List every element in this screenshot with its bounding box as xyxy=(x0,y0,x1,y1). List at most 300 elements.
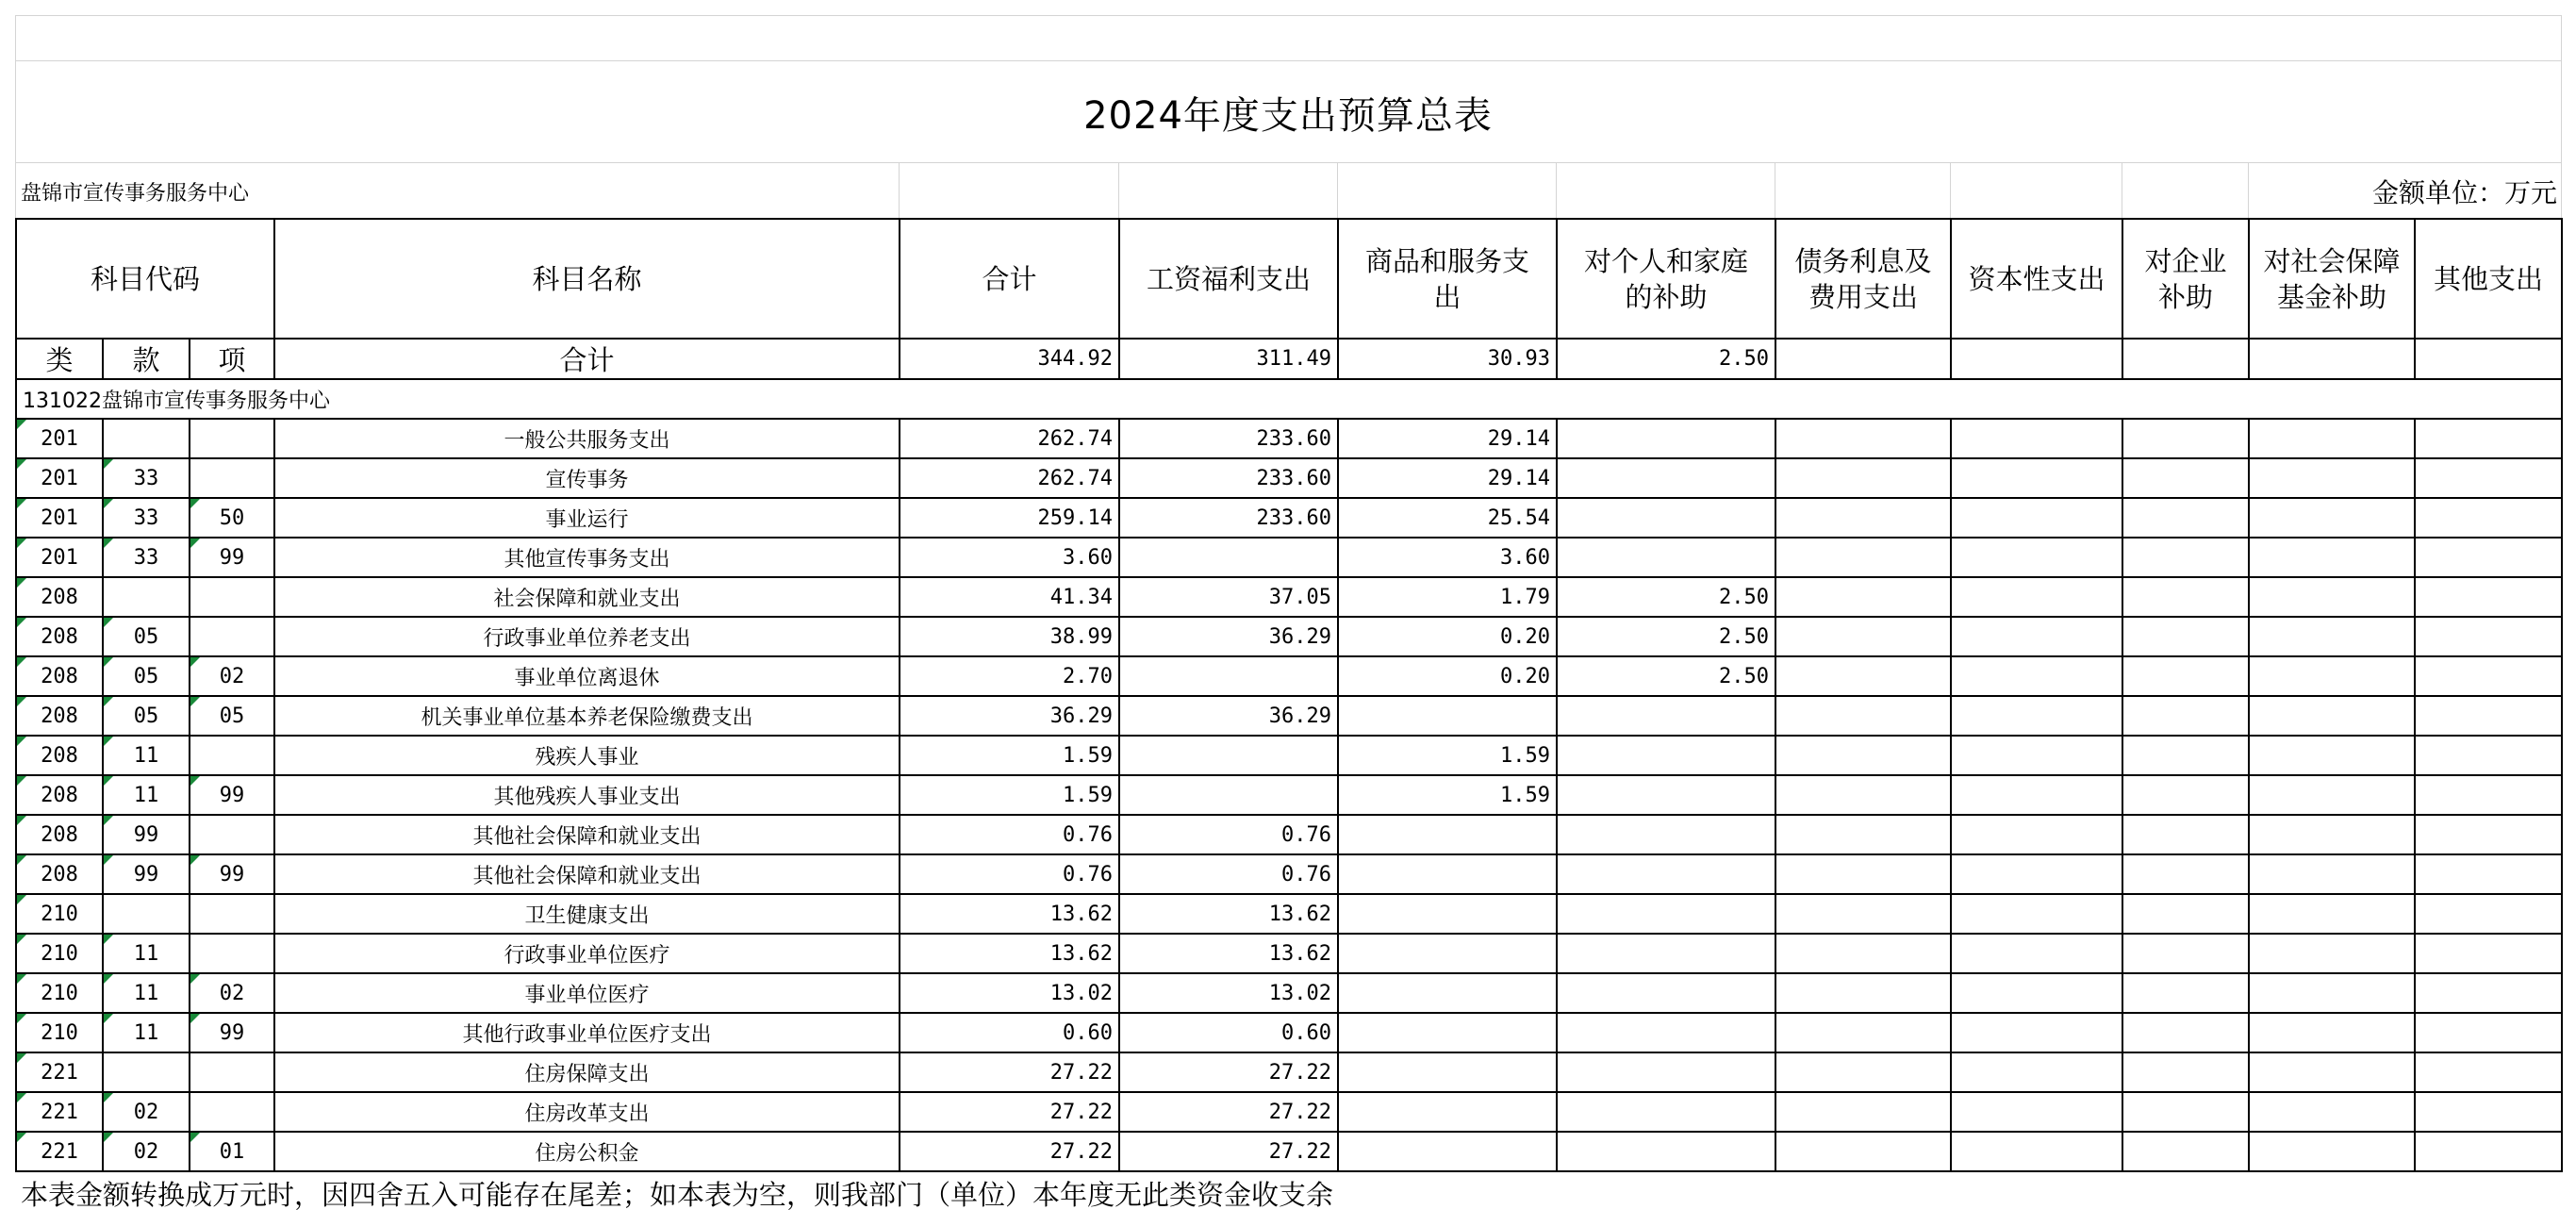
item-code-cell: 02 xyxy=(190,656,274,696)
social-cell xyxy=(2249,1052,2415,1092)
wage-cell: 27.22 xyxy=(1119,1092,1338,1132)
debt-cell xyxy=(1775,696,1951,736)
enterprise-cell xyxy=(2122,1092,2249,1132)
enterprise-cell xyxy=(2122,894,2249,934)
section-code-cell: 02 xyxy=(103,1132,190,1171)
header-goods xyxy=(1338,219,1557,339)
class-code-cell: 208 xyxy=(16,736,103,775)
gridline xyxy=(1337,162,1338,218)
total-cell: 259.14 xyxy=(900,498,1119,538)
subject-name-cell: 一般公共服务支出 xyxy=(274,419,900,458)
page-title: 2024年度支出预算总表 xyxy=(1083,93,1493,138)
capital-cell xyxy=(1951,894,2122,934)
gridline xyxy=(15,60,2561,61)
total-cell: 27.22 xyxy=(900,1092,1119,1132)
debt-cell xyxy=(1775,973,1951,1013)
other-cell xyxy=(2415,854,2562,894)
gridline xyxy=(1950,162,1951,218)
goods-cell: 1.59 xyxy=(1338,775,1557,815)
item-code-cell: 99 xyxy=(190,854,274,894)
debt-cell xyxy=(1775,775,1951,815)
money-unit: 金额单位：万元 xyxy=(2371,177,2557,208)
footnote: 本表金额转换成万元时，因四舍五入可能存在尾差；如本表为空，则我部门（单位）本年度无此类资金收支余 xyxy=(21,1178,1334,1211)
wage-cell: 27.22 xyxy=(1119,1052,1338,1092)
personal-cell xyxy=(1557,498,1775,538)
total-cell: 36.29 xyxy=(900,696,1119,736)
goods-cell xyxy=(1338,1092,1557,1132)
social-cell xyxy=(2249,498,2415,538)
table-row xyxy=(16,934,2562,973)
table-row xyxy=(16,1092,2562,1132)
total-cell: 27.22 xyxy=(900,1052,1119,1092)
header-enterprise xyxy=(2122,219,2249,339)
subject-name-cell: 住房公积金 xyxy=(274,1132,900,1171)
social-cell xyxy=(2249,736,2415,775)
personal-cell xyxy=(1557,1052,1775,1092)
capital-cell xyxy=(1951,656,2122,696)
other-cell xyxy=(2415,577,2562,617)
debt-cell xyxy=(1775,934,1951,973)
total-cell: 3.60 xyxy=(900,538,1119,577)
personal-cell xyxy=(1557,934,1775,973)
subject-name-cell: 其他社会保障和就业支出 xyxy=(274,854,900,894)
subject-name-cell: 卫生健康支出 xyxy=(274,894,900,934)
table-row xyxy=(16,1013,2562,1052)
goods-cell xyxy=(1338,894,1557,934)
social-cell xyxy=(2249,538,2415,577)
social-cell xyxy=(2249,458,2415,498)
gridline xyxy=(2248,162,2249,218)
gridline xyxy=(1118,162,1119,218)
totals-enterprise xyxy=(2122,339,2249,379)
goods-cell: 3.60 xyxy=(1338,538,1557,577)
enterprise-cell xyxy=(2122,617,2249,656)
class-code-cell: 201 xyxy=(16,419,103,458)
total-cell: 41.34 xyxy=(900,577,1119,617)
subject-name-cell: 事业单位医疗 xyxy=(274,973,900,1013)
enterprise-cell xyxy=(2122,775,2249,815)
enterprise-cell xyxy=(2122,973,2249,1013)
header-personal-line1: 对个人和家庭 xyxy=(1584,244,1749,277)
group-label: 131022盘锦市宣传事务服务中心 xyxy=(16,379,2562,419)
debt-cell xyxy=(1775,617,1951,656)
section-code-cell xyxy=(103,1052,190,1092)
item-code-cell xyxy=(190,419,274,458)
enterprise-cell xyxy=(2122,815,2249,854)
table-row xyxy=(16,458,2562,498)
capital-cell xyxy=(1951,1013,2122,1052)
other-cell xyxy=(2415,934,2562,973)
table-row xyxy=(16,973,2562,1013)
other-cell xyxy=(2415,736,2562,775)
goods-cell: 1.59 xyxy=(1338,736,1557,775)
totals-goods: 30.93 xyxy=(1338,339,1557,379)
goods-cell xyxy=(1338,696,1557,736)
wage-cell: 0.76 xyxy=(1119,854,1338,894)
class-code-cell: 210 xyxy=(16,894,103,934)
header-social-line2: 基金补助 xyxy=(2277,280,2387,313)
subject-name-cell: 住房改革支出 xyxy=(274,1092,900,1132)
total-cell: 27.22 xyxy=(900,1132,1119,1171)
org-name: 盘锦市宣传事务服务中心 xyxy=(21,181,250,206)
section-code-cell: 99 xyxy=(103,815,190,854)
personal-cell xyxy=(1557,419,1775,458)
social-cell xyxy=(2249,1132,2415,1171)
section-code-cell: 05 xyxy=(103,617,190,656)
wage-cell: 36.29 xyxy=(1119,696,1338,736)
item-code-cell: 01 xyxy=(190,1132,274,1171)
goods-cell: 0.20 xyxy=(1338,617,1557,656)
header-capital: 资本性支出 xyxy=(1951,219,2122,339)
debt-cell xyxy=(1775,815,1951,854)
gridline xyxy=(1556,162,1557,218)
header-code-group: 科目代码 xyxy=(16,219,274,339)
debt-cell xyxy=(1775,538,1951,577)
gridline xyxy=(899,162,900,218)
total-cell: 1.59 xyxy=(900,736,1119,775)
item-code-cell: 99 xyxy=(190,1013,274,1052)
total-cell: 262.74 xyxy=(900,419,1119,458)
debt-cell xyxy=(1775,419,1951,458)
goods-cell xyxy=(1338,815,1557,854)
wage-cell: 0.76 xyxy=(1119,815,1338,854)
wage-cell xyxy=(1119,538,1338,577)
wage-cell: 37.05 xyxy=(1119,577,1338,617)
item-code-cell: 99 xyxy=(190,538,274,577)
social-cell xyxy=(2249,894,2415,934)
subject-name-cell: 事业运行 xyxy=(274,498,900,538)
capital-cell xyxy=(1951,934,2122,973)
header-section: 款 xyxy=(103,339,190,379)
header-item: 项 xyxy=(190,339,274,379)
totals-total: 344.92 xyxy=(900,339,1119,379)
totals-personal: 2.50 xyxy=(1557,339,1775,379)
social-cell xyxy=(2249,934,2415,973)
class-code-cell: 201 xyxy=(16,538,103,577)
header-enterprise-line1: 对企业 xyxy=(2144,244,2227,277)
capital-cell xyxy=(1951,419,2122,458)
class-code-cell: 221 xyxy=(16,1052,103,1092)
section-code-cell: 02 xyxy=(103,1092,190,1132)
personal-cell: 2.50 xyxy=(1557,577,1775,617)
personal-cell xyxy=(1557,1013,1775,1052)
social-cell xyxy=(2249,656,2415,696)
table-row xyxy=(16,538,2562,577)
header-row xyxy=(16,219,2562,339)
other-cell xyxy=(2415,419,2562,458)
class-code-cell: 221 xyxy=(16,1092,103,1132)
class-code-cell: 208 xyxy=(16,696,103,736)
debt-cell xyxy=(1775,656,1951,696)
header-enterprise-line2: 补助 xyxy=(2158,280,2214,313)
budget-table xyxy=(15,218,2563,1172)
section-code-cell xyxy=(103,577,190,617)
item-code-cell xyxy=(190,617,274,656)
debt-cell xyxy=(1775,1132,1951,1171)
class-code-cell: 208 xyxy=(16,656,103,696)
total-cell: 13.62 xyxy=(900,894,1119,934)
item-code-cell xyxy=(190,1052,274,1092)
enterprise-cell xyxy=(2122,934,2249,973)
personal-cell xyxy=(1557,973,1775,1013)
wage-cell: 0.60 xyxy=(1119,1013,1338,1052)
goods-cell xyxy=(1338,973,1557,1013)
item-code-cell: 02 xyxy=(190,973,274,1013)
social-cell xyxy=(2249,1092,2415,1132)
other-cell xyxy=(2415,696,2562,736)
other-cell xyxy=(2415,458,2562,498)
debt-cell xyxy=(1775,498,1951,538)
goods-cell: 25.54 xyxy=(1338,498,1557,538)
capital-cell xyxy=(1951,775,2122,815)
item-code-cell xyxy=(190,894,274,934)
goods-cell: 29.14 xyxy=(1338,458,1557,498)
table-row xyxy=(16,894,2562,934)
goods-cell xyxy=(1338,1132,1557,1171)
header-debt-line2: 费用支出 xyxy=(1808,280,1919,313)
debt-cell xyxy=(1775,577,1951,617)
capital-cell xyxy=(1951,458,2122,498)
personal-cell xyxy=(1557,775,1775,815)
other-cell xyxy=(2415,498,2562,538)
class-code-cell: 208 xyxy=(16,854,103,894)
enterprise-cell xyxy=(2122,736,2249,775)
header-other: 其他支出 xyxy=(2415,219,2562,339)
total-cell: 13.02 xyxy=(900,973,1119,1013)
personal-cell xyxy=(1557,1132,1775,1171)
table-row xyxy=(16,1052,2562,1092)
enterprise-cell xyxy=(2122,458,2249,498)
other-cell xyxy=(2415,815,2562,854)
header-goods-line2: 出 xyxy=(1433,280,1461,313)
header-social xyxy=(2249,219,2415,339)
table-row xyxy=(16,736,2562,775)
personal-cell xyxy=(1557,1092,1775,1132)
debt-cell xyxy=(1775,458,1951,498)
goods-cell: 1.79 xyxy=(1338,577,1557,617)
budget-rows xyxy=(16,419,2562,1171)
section-code-cell: 11 xyxy=(103,934,190,973)
table-row xyxy=(16,854,2562,894)
other-cell xyxy=(2415,538,2562,577)
section-code-cell: 11 xyxy=(103,973,190,1013)
class-code-cell: 208 xyxy=(16,815,103,854)
total-cell: 0.76 xyxy=(900,854,1119,894)
header-name: 科目名称 xyxy=(274,219,900,339)
capital-cell xyxy=(1951,577,2122,617)
section-code-cell: 33 xyxy=(103,538,190,577)
header-debt-line1: 债务利息及 xyxy=(1794,244,1932,277)
wage-cell: 36.29 xyxy=(1119,617,1338,656)
debt-cell xyxy=(1775,894,1951,934)
enterprise-cell xyxy=(2122,538,2249,577)
header-wage: 工资福利支出 xyxy=(1119,219,1338,339)
wage-cell xyxy=(1119,775,1338,815)
table-row xyxy=(16,696,2562,736)
table-row xyxy=(16,775,2562,815)
social-cell xyxy=(2249,1013,2415,1052)
item-code-cell xyxy=(190,577,274,617)
total-cell: 1.59 xyxy=(900,775,1119,815)
item-code-cell xyxy=(190,1092,274,1132)
section-code-cell: 05 xyxy=(103,696,190,736)
table-row xyxy=(16,617,2562,656)
item-code-cell: 05 xyxy=(190,696,274,736)
enterprise-cell xyxy=(2122,1052,2249,1092)
class-code-cell: 210 xyxy=(16,1013,103,1052)
capital-cell xyxy=(1951,1092,2122,1132)
social-cell xyxy=(2249,419,2415,458)
subject-name-cell: 其他残疾人事业支出 xyxy=(274,775,900,815)
section-code-cell: 05 xyxy=(103,656,190,696)
enterprise-cell xyxy=(2122,854,2249,894)
class-code-cell: 208 xyxy=(16,577,103,617)
class-code-cell: 210 xyxy=(16,973,103,1013)
header-total: 合计 xyxy=(900,219,1119,339)
enterprise-cell xyxy=(2122,656,2249,696)
goods-cell xyxy=(1338,1052,1557,1092)
personal-cell: 2.50 xyxy=(1557,656,1775,696)
debt-cell xyxy=(1775,1013,1951,1052)
subheader-total-row xyxy=(16,339,2562,379)
header-social-line1: 对社会保障 xyxy=(2263,244,2401,277)
item-code-cell xyxy=(190,815,274,854)
enterprise-cell xyxy=(2122,696,2249,736)
other-cell xyxy=(2415,1052,2562,1092)
table-row xyxy=(16,498,2562,538)
item-code-cell xyxy=(190,736,274,775)
other-cell xyxy=(2415,973,2562,1013)
personal-cell xyxy=(1557,736,1775,775)
capital-cell xyxy=(1951,736,2122,775)
table-row xyxy=(16,656,2562,696)
capital-cell xyxy=(1951,617,2122,656)
item-code-cell xyxy=(190,458,274,498)
gridline xyxy=(2561,15,2562,218)
personal-cell xyxy=(1557,458,1775,498)
social-cell xyxy=(2249,815,2415,854)
group-row xyxy=(16,379,2562,419)
personal-cell xyxy=(1557,538,1775,577)
debt-cell xyxy=(1775,1092,1951,1132)
other-cell xyxy=(2415,775,2562,815)
header-goods-line1: 商品和服务支 xyxy=(1365,244,1530,277)
personal-cell xyxy=(1557,894,1775,934)
total-cell: 13.62 xyxy=(900,934,1119,973)
capital-cell xyxy=(1951,498,2122,538)
total-cell: 0.76 xyxy=(900,815,1119,854)
wage-cell: 27.22 xyxy=(1119,1132,1338,1171)
total-cell: 38.99 xyxy=(900,617,1119,656)
item-code-cell xyxy=(190,934,274,973)
other-cell xyxy=(2415,617,2562,656)
class-code-cell: 208 xyxy=(16,775,103,815)
enterprise-cell xyxy=(2122,577,2249,617)
social-cell xyxy=(2249,973,2415,1013)
other-cell xyxy=(2415,656,2562,696)
subject-name-cell: 其他行政事业单位医疗支出 xyxy=(274,1013,900,1052)
subject-name-cell: 其他社会保障和就业支出 xyxy=(274,815,900,854)
section-code-cell xyxy=(103,894,190,934)
wage-cell xyxy=(1119,656,1338,696)
debt-cell xyxy=(1775,1052,1951,1092)
class-code-cell: 210 xyxy=(16,934,103,973)
other-cell xyxy=(2415,1132,2562,1171)
class-code-cell: 201 xyxy=(16,498,103,538)
class-code-cell: 221 xyxy=(16,1132,103,1171)
capital-cell xyxy=(1951,1052,2122,1092)
class-code-cell: 208 xyxy=(16,617,103,656)
table-row xyxy=(16,815,2562,854)
personal-cell: 2.50 xyxy=(1557,617,1775,656)
social-cell xyxy=(2249,617,2415,656)
section-code-cell: 11 xyxy=(103,775,190,815)
enterprise-cell xyxy=(2122,419,2249,458)
header-personal xyxy=(1557,219,1775,339)
section-code-cell xyxy=(103,419,190,458)
header-class: 类 xyxy=(16,339,103,379)
social-cell xyxy=(2249,775,2415,815)
section-code-cell: 33 xyxy=(103,458,190,498)
other-cell xyxy=(2415,1092,2562,1132)
section-code-cell: 11 xyxy=(103,1013,190,1052)
other-cell xyxy=(2415,1013,2562,1052)
capital-cell xyxy=(1951,973,2122,1013)
social-cell xyxy=(2249,854,2415,894)
item-code-cell: 99 xyxy=(190,775,274,815)
section-code-cell: 99 xyxy=(103,854,190,894)
section-code-cell: 11 xyxy=(103,736,190,775)
subject-name-cell: 社会保障和就业支出 xyxy=(274,577,900,617)
class-code-cell: 201 xyxy=(16,458,103,498)
subject-name-cell: 行政事业单位医疗 xyxy=(274,934,900,973)
personal-cell xyxy=(1557,854,1775,894)
section-code-cell: 33 xyxy=(103,498,190,538)
capital-cell xyxy=(1951,696,2122,736)
goods-cell: 0.20 xyxy=(1338,656,1557,696)
enterprise-cell xyxy=(2122,498,2249,538)
wage-cell: 13.62 xyxy=(1119,894,1338,934)
enterprise-cell xyxy=(2122,1132,2249,1171)
debt-cell xyxy=(1775,736,1951,775)
total-cell: 0.60 xyxy=(900,1013,1119,1052)
debt-cell xyxy=(1775,854,1951,894)
enterprise-cell xyxy=(2122,1013,2249,1052)
table-row xyxy=(16,577,2562,617)
personal-cell xyxy=(1557,696,1775,736)
wage-cell: 13.02 xyxy=(1119,973,1338,1013)
subject-name-cell: 行政事业单位养老支出 xyxy=(274,617,900,656)
wage-cell: 233.60 xyxy=(1119,419,1338,458)
totals-other xyxy=(2415,339,2562,379)
totals-label: 合计 xyxy=(274,339,900,379)
subject-name-cell: 机关事业单位基本养老保险缴费支出 xyxy=(274,696,900,736)
capital-cell xyxy=(1951,538,2122,577)
personal-cell xyxy=(1557,815,1775,854)
social-cell xyxy=(2249,577,2415,617)
capital-cell xyxy=(1951,854,2122,894)
wage-cell xyxy=(1119,736,1338,775)
gridline xyxy=(15,15,2561,16)
wage-cell: 233.60 xyxy=(1119,498,1338,538)
item-code-cell: 50 xyxy=(190,498,274,538)
capital-cell xyxy=(1951,1132,2122,1171)
table-row xyxy=(16,419,2562,458)
other-cell xyxy=(2415,894,2562,934)
gridline xyxy=(15,162,2561,163)
total-cell: 2.70 xyxy=(900,656,1119,696)
goods-cell: 29.14 xyxy=(1338,419,1557,458)
